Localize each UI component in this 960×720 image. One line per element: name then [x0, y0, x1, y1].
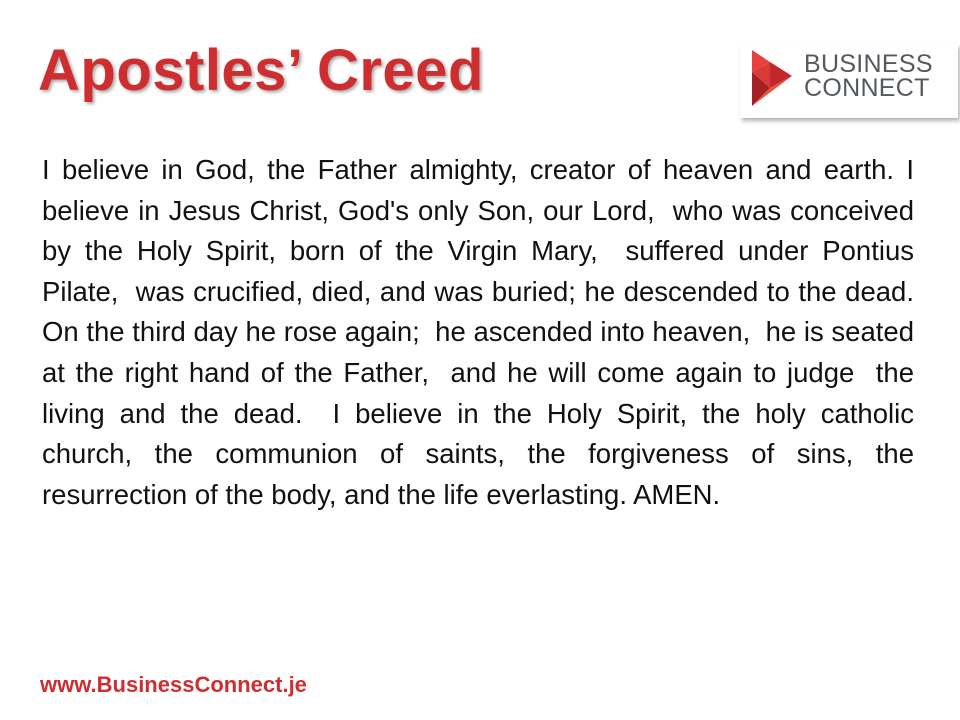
logo-line-business: BUSINESS — [804, 50, 933, 78]
business-connect-logo-icon — [748, 48, 796, 108]
logo-line-connect: CONNECT — [804, 74, 930, 102]
footer-website-link[interactable]: www.BusinessConnect.je — [40, 672, 307, 697]
logo-wordmark — [804, 52, 933, 100]
slide-title: Apostles’ Creed — [38, 38, 484, 103]
business-connect-logo — [740, 44, 958, 118]
creed-body-text: I believe in God, the Father almighty, creator of heaven and earth. I believe in Jesus Christ, God's only Son, our Lord, who was conceived by the Holy Spirit, born of the Virgin Mary, suffered under Pontius Pilate, was crucified, died, and was buried; he descended to the dead. On the third day he rose again; he ascended into heaven, he is seated at the right hand of the Father, and he will come again to judge the living and the dead. I believe in the Holy Spirit, the holy catholic church, the communion of saints, the forgiveness of sins, the resurrection of the body, and the life everlasting. AMEN. — [42, 154, 930, 510]
